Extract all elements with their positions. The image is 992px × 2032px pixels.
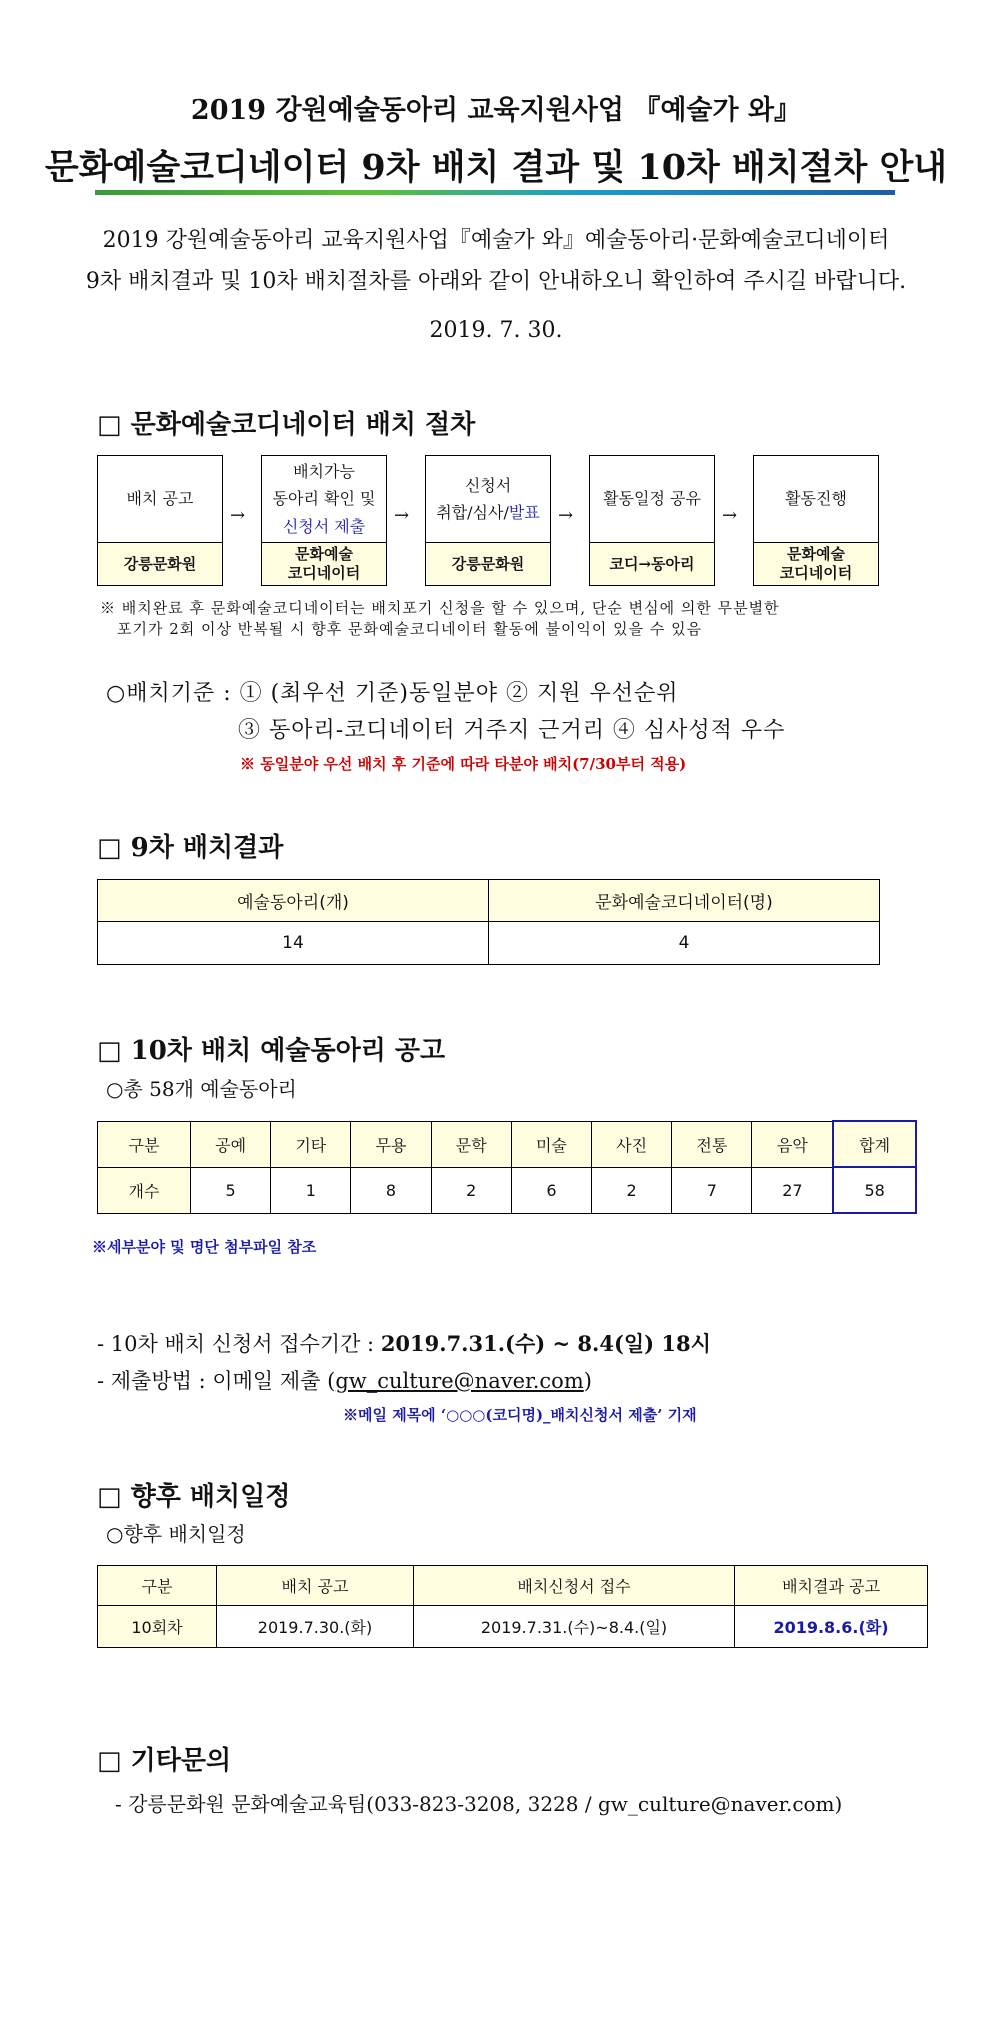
arrow-icon: → [230, 505, 246, 526]
step-2-text-3: 신청서 제출 [282, 516, 366, 536]
step-5-org: 문화예술 코디네이터 [754, 542, 878, 585]
step-2-text-2: 동아리 확인 및 [272, 489, 376, 509]
contact-line: - 강릉문화원 문화예술교육팀(033-823-3208, 3228 / gw_culture@naver.com) [115, 1792, 843, 1816]
method-email[interactable]: gw_culture@naver.com [335, 1369, 584, 1393]
arrow-icon: → [394, 505, 410, 526]
count-cell: 5 [191, 1167, 271, 1213]
col-header: 구분 [98, 1121, 191, 1167]
procedure-step-3 [425, 455, 551, 586]
notice10-table [97, 1120, 917, 1214]
result9-heading: □ 9차 배치결과 [97, 833, 284, 863]
schedule-sub: ○향후 배치일정 [106, 1522, 246, 1546]
procedure-heading: □ 문화예술코디네이터 배치 절차 [97, 410, 476, 440]
notice10-attach-note: ※세부분야 및 명단 첨부파일 참조 [92, 1238, 317, 1256]
step-2-text-1: 배치가능 [293, 462, 355, 482]
notice10-heading: □ 10차 배치 예술동아리 공고 [97, 1036, 446, 1066]
intro-line-1: 2019 강원예술동아리 교육지원사업『예술가 와』예술동아리·문화예술코디네이터 [102, 228, 890, 253]
period-value: 2019.7.31.(수) ~ 8.4(일) 18시 [380, 1331, 711, 1356]
col-header: 무용 [351, 1121, 431, 1167]
method-suffix: ) [583, 1369, 592, 1393]
step-1-org: 강릉문화원 [98, 542, 222, 585]
col-header: 기타 [271, 1121, 351, 1167]
procedure-step-4 [589, 455, 715, 586]
schedule-round: 10회차 [98, 1606, 217, 1648]
submit-method [97, 1365, 592, 1395]
result9-header-clubs: 예술동아리(개) [98, 880, 489, 922]
mail-title-note: ※메일 제목에 ‘○○○(코디명)_배치신청서 제출’ 기재 [343, 1406, 697, 1424]
schedule-apply-period: 2019.7.31.(수)~8.4.(일) [414, 1606, 735, 1648]
intro-line-2: 9차 배치결과 및 10차 배치절차를 아래와 같이 안내하오니 확인하여 주시길 바랍니다. [85, 269, 907, 294]
result9-clubs-value: 14 [98, 922, 489, 965]
count-cell: 2 [592, 1167, 672, 1213]
col-header: 공예 [191, 1121, 271, 1167]
schedule-notice-date: 2019.7.30.(화) [217, 1606, 414, 1648]
count-cell: 1 [271, 1167, 351, 1213]
schedule-header: 배치 공고 [217, 1566, 414, 1606]
result9-table [97, 879, 880, 965]
step-3-text-3: 발표 [508, 503, 540, 522]
schedule-header: 배치신청서 접수 [414, 1566, 735, 1606]
document-subtitle: 2019 강원예술동아리 교육지원사업 『예술가 와』 [190, 95, 802, 126]
col-header: 사진 [592, 1121, 672, 1167]
criteria-line-1: ○배치기준 : ① (최우선 기준)동일분야 ② 지원 우선순위 [106, 681, 679, 706]
count-cell: 27 [752, 1167, 833, 1213]
schedule-result-date: 2019.8.6.(화) [735, 1606, 928, 1648]
period-label: - 10차 배치 신청서 접수기간 : [97, 1332, 381, 1356]
step-1-text: 배치 공고 [126, 489, 194, 509]
schedule-header: 배치결과 공고 [735, 1566, 928, 1606]
step-3-org: 강릉문화원 [426, 542, 550, 585]
procedure-note-1: ※ 배치완료 후 문화예술코디네이터는 배치포기 신청을 할 수 있으며, 단순 변심에 의한 무분별한 [100, 599, 780, 617]
col-header: 미술 [511, 1121, 591, 1167]
intro-date: 2019. 7. 30. [429, 318, 563, 343]
method-label: - 제출방법 : 이메일 제출 ( [97, 1369, 336, 1393]
criteria-note: ※ 동일분야 우선 배치 후 기준에 따라 타분야 배치(7/30부터 적용) [240, 755, 687, 773]
step-3-text-2: 취합/심사/ [436, 503, 509, 522]
col-header: 문학 [431, 1121, 511, 1167]
procedure-step-5 [753, 455, 879, 586]
criteria-line-2: ③ 동아리-코디네이터 거주지 근거리 ④ 심사성적 우수 [238, 718, 786, 743]
schedule-table [97, 1565, 928, 1648]
result9-coords-value: 4 [489, 922, 880, 965]
notice10-sub: ○총 58개 예술동아리 [106, 1077, 297, 1101]
contact-heading: □ 기타문의 [97, 1746, 232, 1776]
col-header: 전통 [672, 1121, 752, 1167]
title-underline [95, 190, 895, 195]
step-4-text: 활동일정 공유 [603, 489, 701, 509]
step-5-text: 활동진행 [785, 489, 847, 509]
count-cell-total: 58 [833, 1167, 916, 1213]
schedule-heading: □ 향후 배치일정 [97, 1482, 291, 1512]
schedule-header: 구분 [98, 1566, 217, 1606]
count-cell: 2 [431, 1167, 511, 1213]
procedure-step-1 [97, 455, 223, 586]
step-4-org: 코디→동아리 [590, 542, 714, 585]
col-header-total: 합계 [833, 1121, 916, 1167]
arrow-icon: → [558, 505, 574, 526]
step-2-org: 문화예술 코디네이터 [262, 542, 386, 585]
col-header: 음악 [752, 1121, 833, 1167]
count-cell: 6 [511, 1167, 591, 1213]
count-cell: 8 [351, 1167, 431, 1213]
step-3-text-1: 신청서 [464, 475, 512, 495]
document-title: 문화예술코디네이터 9차 배치 결과 및 10차 배치절차 안내 [44, 147, 948, 188]
result9-header-coords: 문화예술코디네이터(명) [489, 880, 880, 922]
row-label: 개수 [98, 1167, 191, 1213]
arrow-icon: → [722, 505, 738, 526]
application-period [97, 1328, 711, 1358]
procedure-step-2 [261, 455, 387, 586]
count-cell: 7 [672, 1167, 752, 1213]
procedure-note-2: 포기가 2회 이상 반복될 시 향후 문화예술코디네이터 활동에 불이익이 있을 수 있음 [117, 620, 703, 638]
